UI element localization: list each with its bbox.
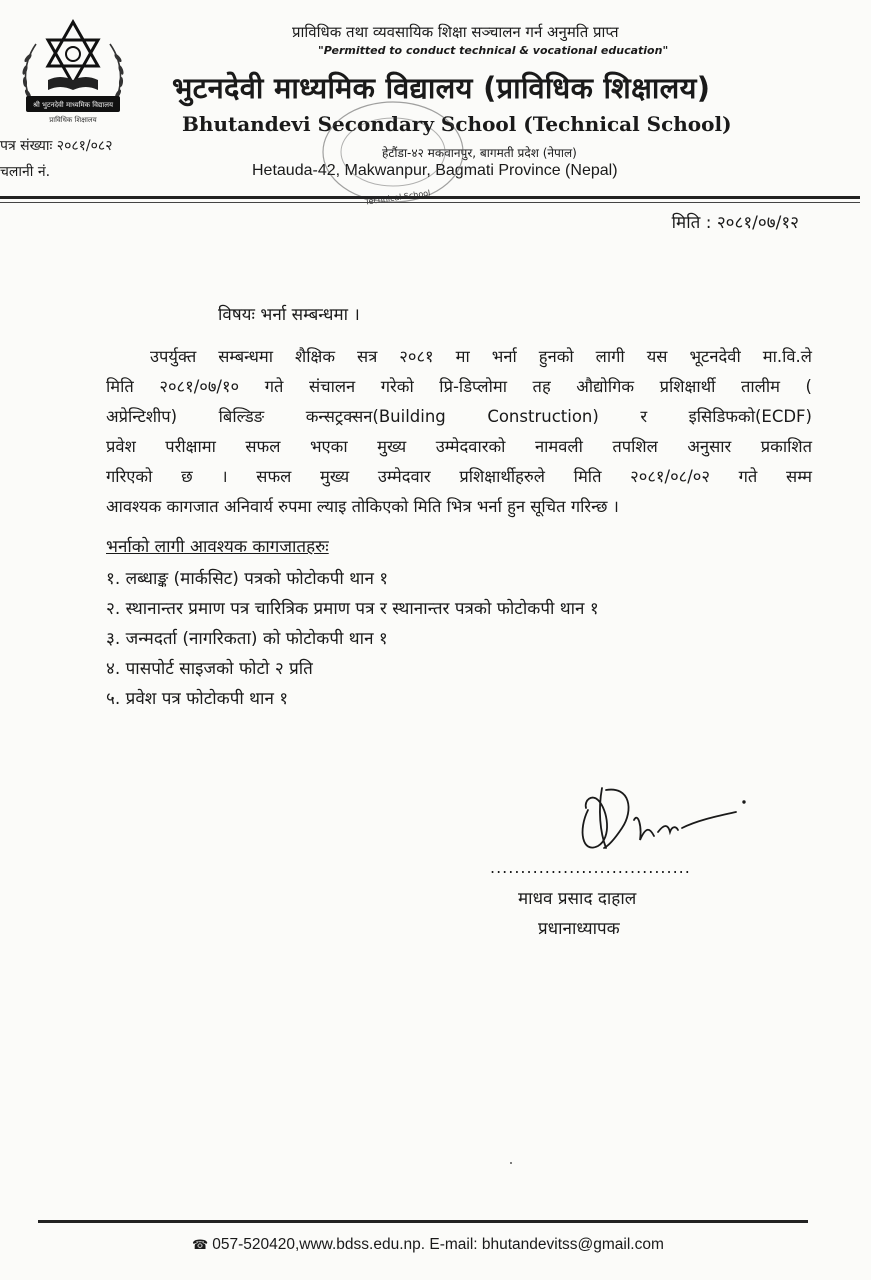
required-documents-heading: भर्नाको लागी आवश्यक कागजातहरुः bbox=[106, 537, 329, 557]
handwritten-signature bbox=[568, 770, 748, 860]
notice-body-line: अप्रेन्टिशीप) बिल्डिङ कन्सट्रक्सन(Building Construction) र इसिडिफको(ECDF) bbox=[106, 407, 812, 426]
list-item: ४. पासपोर्ट साइजको फोटो २ प्रति bbox=[106, 659, 313, 679]
telephone-icon: ☎ bbox=[192, 1237, 209, 1252]
signatory-title: प्रधानाध्यापक bbox=[538, 919, 620, 939]
footer-contact bbox=[192, 1236, 664, 1254]
svg-text:प्राविधिक शिक्षालय: प्राविधिक शिक्षालय bbox=[49, 116, 97, 124]
paper-speck bbox=[510, 1162, 512, 1164]
school-logo bbox=[14, 18, 132, 138]
notice-body-line: प्रवेश परीक्षामा सफल भएका मुख्य उम्मेदवारको नामवली तपशिल अनुसार प्रकाशित bbox=[106, 437, 812, 456]
school-name-nepali: भुटनदेवी माध्यमिक विद्यालय (प्राविधिक शिक्षालय) bbox=[172, 71, 711, 105]
required-documents-list bbox=[106, 564, 599, 714]
school-name-english: Bhutandevi Secondary School (Technical School) bbox=[182, 112, 732, 136]
school-stamp bbox=[318, 96, 468, 208]
signature-line: ................................. bbox=[490, 858, 691, 877]
letter-reference-number: पत्र संख्याः २०८१/०८२ bbox=[0, 138, 113, 154]
letter-date: मिति : २०८१/०७/१२ bbox=[671, 213, 799, 233]
notice-body-line: मिति २०८१/०७/१० गते संचालन गरेको प्रि-डिप्लोमा तह औद्योगिक प्रशिक्षार्थी तालीम ( bbox=[106, 377, 812, 396]
notice-body-line: आवश्यक कागजात अनिवार्य रुपमा ल्याइ तोकिएको मिति भित्र भर्ना हुन सूचित गरिन्छ । bbox=[106, 497, 619, 516]
letter-subject: विषयः भर्ना सम्बन्धमा । bbox=[218, 305, 360, 325]
signatory-name: माधव प्रसाद दाहाल bbox=[518, 889, 637, 909]
school-address-english: Hetauda-42, Makwanpur, Bagmati Province (Nepal) bbox=[252, 162, 618, 179]
permit-statement-nepali: प्राविधिक तथा व्यवसायिक शिक्षा सञ्चालन गर्न अनुमति प्राप्त bbox=[292, 23, 619, 41]
notice-body bbox=[106, 342, 812, 522]
school-address-nepali: हेटौंडा-४२ मकवानपुर, बागमती प्रदेश (नेपाल) bbox=[382, 146, 577, 160]
list-item: १. लब्धाङ्क (मार्कसिट) पत्रको फोटोकपी थान १ bbox=[106, 569, 389, 589]
header-divider-thin bbox=[0, 202, 860, 203]
footer-contact-text: 057-520420,www.bdss.edu.np. E-mail: bhutandevitss@gmail.com bbox=[212, 1236, 664, 1253]
permit-statement-english: "Permitted to conduct technical & vocational education" bbox=[318, 44, 669, 57]
list-item: ५. प्रवेश पत्र फोटोकपी थान १ bbox=[106, 689, 289, 709]
svg-text:Technical School: Technical School bbox=[364, 188, 431, 207]
notice-body-line: उपर्युक्त सम्बन्धमा शैक्षिक सत्र २०८१ मा भर्ना हुनको लागी यस भूटनदेवी मा.वि.ले bbox=[150, 347, 812, 366]
dispatch-number: चलानी नं. bbox=[0, 164, 51, 180]
list-item: २. स्थानान्तर प्रमाण पत्र चारित्रिक प्रमाण पत्र र स्थानान्तर पत्रको फोटोकपी थान १ bbox=[106, 599, 599, 619]
svg-text:श्री भुटनदेवी माध्यमिक विद्याल: श्री भुटनदेवी माध्यमिक विद्यालय bbox=[33, 101, 113, 109]
footer-divider bbox=[38, 1220, 808, 1223]
notice-body-line: गरिएको छ । सफल मुख्य उम्मेदवार प्रशिक्षार्थीहरुले मिति २०८१/०८/०२ गते सम्म bbox=[106, 467, 812, 486]
header-divider bbox=[0, 196, 860, 199]
list-item: ३. जन्मदर्ता (नागरिकता) को फोटोकपी थान १ bbox=[106, 629, 388, 649]
